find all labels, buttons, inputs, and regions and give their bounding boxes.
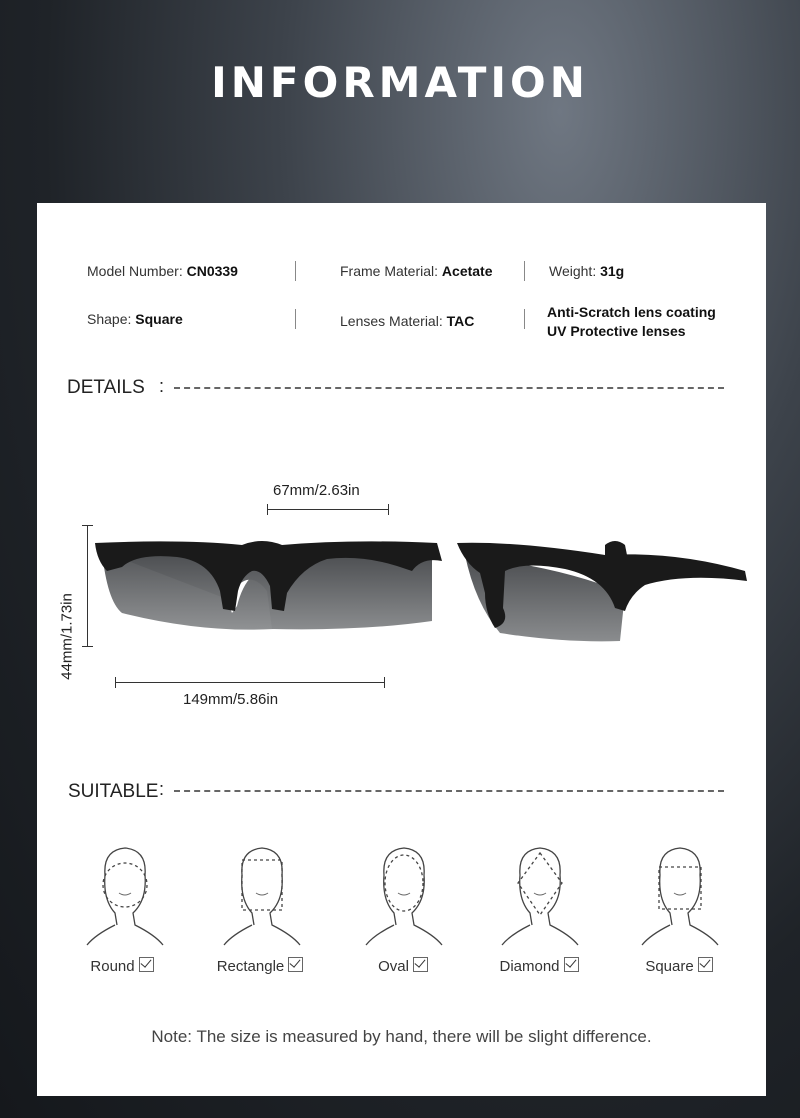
oval-face-icon (364, 845, 444, 950)
model-number-label: Model Number: (87, 263, 183, 279)
checkbox-checked-icon (698, 957, 713, 972)
lenses-material-value: TAC (446, 313, 475, 329)
frame-width-line (115, 682, 385, 683)
page-title: INFORMATION (211, 58, 589, 107)
face-label-text: Round (90, 958, 135, 975)
face-label-oval (338, 957, 468, 975)
details-divider (174, 387, 724, 389)
model-number-value: CN0339 (186, 263, 238, 279)
sunglasses-side-icon (455, 533, 750, 648)
frame-material-spec (340, 263, 493, 279)
lens-height-tick (82, 646, 93, 647)
suitable-heading: SUITABLE (68, 781, 159, 802)
measurement-note: Note: The size is measured by hand, there will be slight difference. (151, 1027, 652, 1046)
lens-height-tick (82, 525, 93, 526)
lens-width-label: 67mm/2.63in (273, 482, 360, 499)
model-number-spec (87, 263, 238, 279)
details-heading: DETAILS (67, 377, 145, 398)
suitable-divider (174, 790, 724, 792)
rectangle-face-icon (222, 845, 302, 950)
checkbox-checked-icon (139, 957, 154, 972)
frame-width-tick (115, 677, 116, 688)
face-label-text: Diamond (499, 958, 560, 975)
feature-anti-scratch: Anti-Scratch lens coating (547, 304, 716, 320)
lens-features (547, 303, 716, 341)
face-label-diamond (474, 957, 604, 975)
lens-width-line (267, 509, 389, 510)
spec-divider (524, 309, 525, 329)
shape-label: Shape: (87, 311, 132, 327)
face-label-text: Oval (378, 958, 409, 975)
weight-value: 31g (600, 263, 625, 279)
lens-width-tick (267, 504, 268, 515)
diamond-face-icon (500, 845, 580, 950)
suitable-colon: : (159, 779, 165, 799)
lens-width-tick (388, 504, 389, 515)
lenses-material-label: Lenses Material: (340, 313, 443, 329)
feature-uv-protection: UV Protective lenses (547, 323, 686, 339)
round-face-icon (85, 845, 165, 950)
square-face-icon (640, 845, 720, 950)
lenses-material-spec (340, 313, 474, 329)
spec-divider (295, 261, 296, 281)
face-label-round (57, 957, 187, 975)
info-card (37, 203, 766, 1096)
checkbox-checked-icon (413, 957, 428, 972)
frame-material-label: Frame Material: (340, 263, 439, 279)
frame-material-value: Acetate (441, 263, 493, 279)
sunglasses-front-icon (92, 531, 442, 641)
spec-divider (295, 309, 296, 329)
checkbox-checked-icon (288, 957, 303, 972)
lens-height-label: 44mm/1.73in (58, 593, 76, 680)
face-label-square (614, 957, 744, 975)
shape-value: Square (135, 311, 183, 327)
weight-label: Weight: (549, 263, 597, 279)
lens-height-line (87, 525, 88, 647)
face-label-text: Rectangle (216, 958, 285, 975)
spec-divider (524, 261, 525, 281)
frame-width-label: 149mm/5.86in (183, 691, 279, 708)
frame-width-tick (384, 677, 385, 688)
checkbox-checked-icon (564, 957, 579, 972)
details-colon: : (159, 376, 165, 396)
face-label-text: Square (645, 958, 694, 975)
face-label-rectangle (195, 957, 325, 975)
shape-spec (87, 311, 183, 327)
weight-spec (549, 263, 624, 279)
